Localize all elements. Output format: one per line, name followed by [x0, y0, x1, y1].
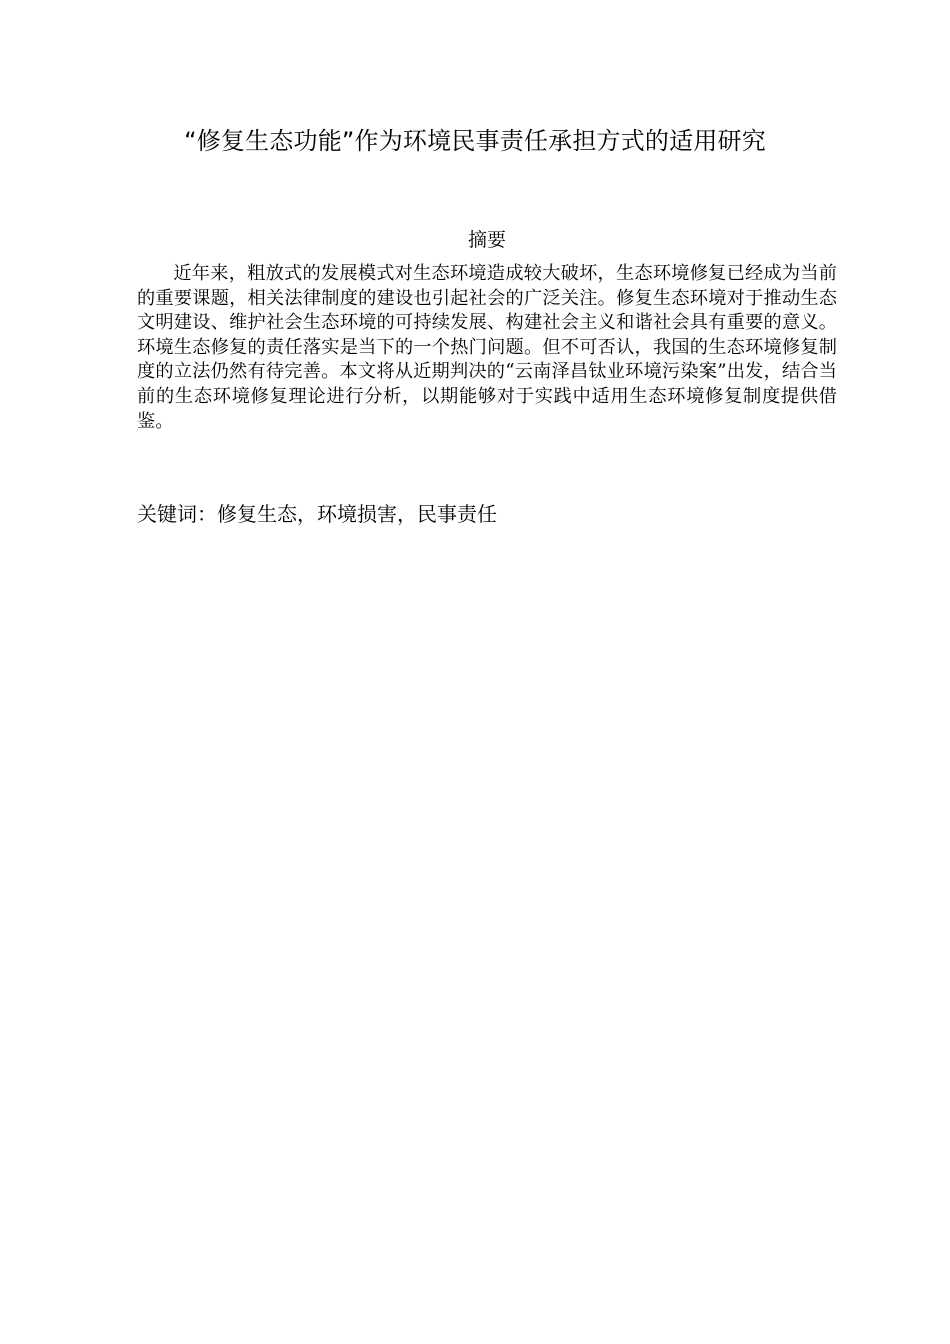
- keywords-value: 修复生态，环境损害，民事责任: [217, 502, 497, 526]
- paper-title: “修复生态功能”作为环境民事责任承担方式的适用研究: [184, 127, 766, 155]
- keywords-line: [137, 499, 837, 530]
- abstract-heading: 摘要: [467, 229, 506, 251]
- keywords-label: 关键词：: [137, 502, 217, 526]
- abstract-body: 近年来，粗放式的发展模式对生态环境造成较大破坏，生态环境修复已经成为当前的重要课题，相关法律制度的建设也引起社会的广泛关注。修复生态环境对于推动生态文明建设、维护社会生态环境的可持续发展、构建社会主义和谐社会具有重要的意义。环境生态修复的责任落实是当下的一个热门问题。但不可否认，我国的生态环境修复制度的立法仍然有待完善。本文将从近期判决的“云南泽昌钛业环境污染案”出发，结合当前的生态环境修复理论进行分析，以期能够对于实践中适用生态环境修复制度提供借鉴。: [137, 263, 837, 432]
